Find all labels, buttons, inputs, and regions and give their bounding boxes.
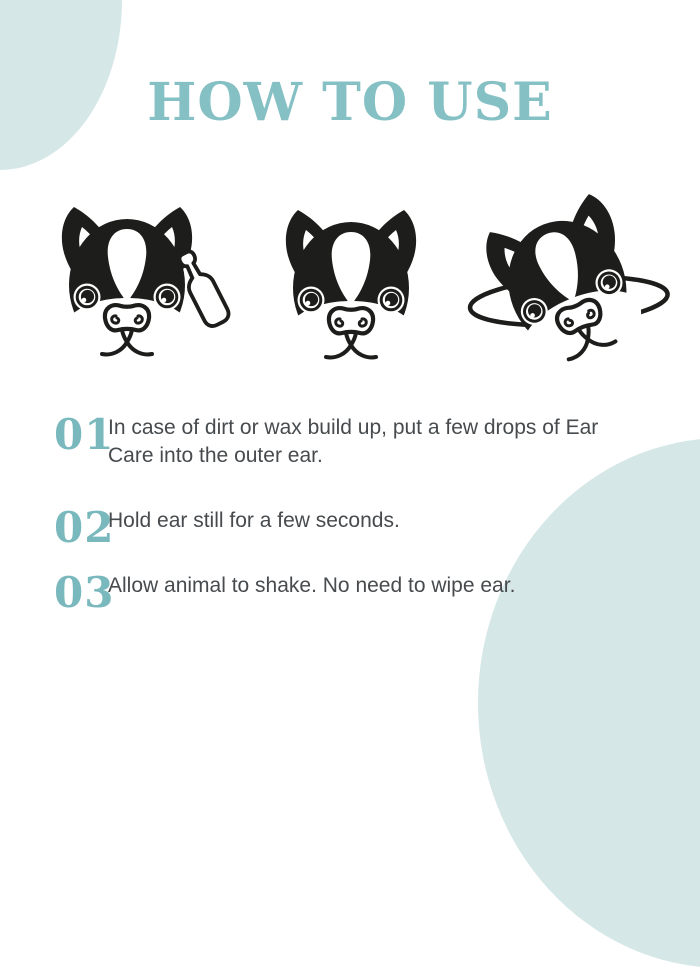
step-2-line-1: Hold ear still for a few seconds.	[108, 509, 400, 532]
step-1-line-2: Care into the outer ear.	[108, 443, 323, 467]
step-2	[54, 503, 400, 552]
step-3-text	[108, 571, 515, 600]
dog-face-icon	[283, 208, 419, 366]
dog-face-icon	[59, 205, 195, 363]
dog-ear-drops-illustration	[59, 205, 195, 363]
step-1	[54, 410, 599, 469]
step-1-text	[108, 413, 598, 469]
step-1-line-1: In case of dirt or wax build up, put a few drops of Ear	[108, 416, 599, 439]
dog-shaking-head-illustration	[475, 187, 659, 383]
page-title: HOW TO USE	[147, 72, 553, 133]
step-3-number: 03	[54, 568, 115, 617]
step-2-number: 02	[54, 503, 115, 552]
step-1-number: 01	[54, 410, 115, 459]
dog-holding-still-illustration	[283, 208, 419, 366]
step-2-text	[108, 506, 400, 535]
step-3-line-1: Allow animal to shake. No need to wipe ear.	[108, 574, 516, 597]
dog-face-icon	[475, 187, 659, 383]
decorative-circle-bottom-right	[478, 438, 700, 968]
step-3	[54, 568, 516, 617]
